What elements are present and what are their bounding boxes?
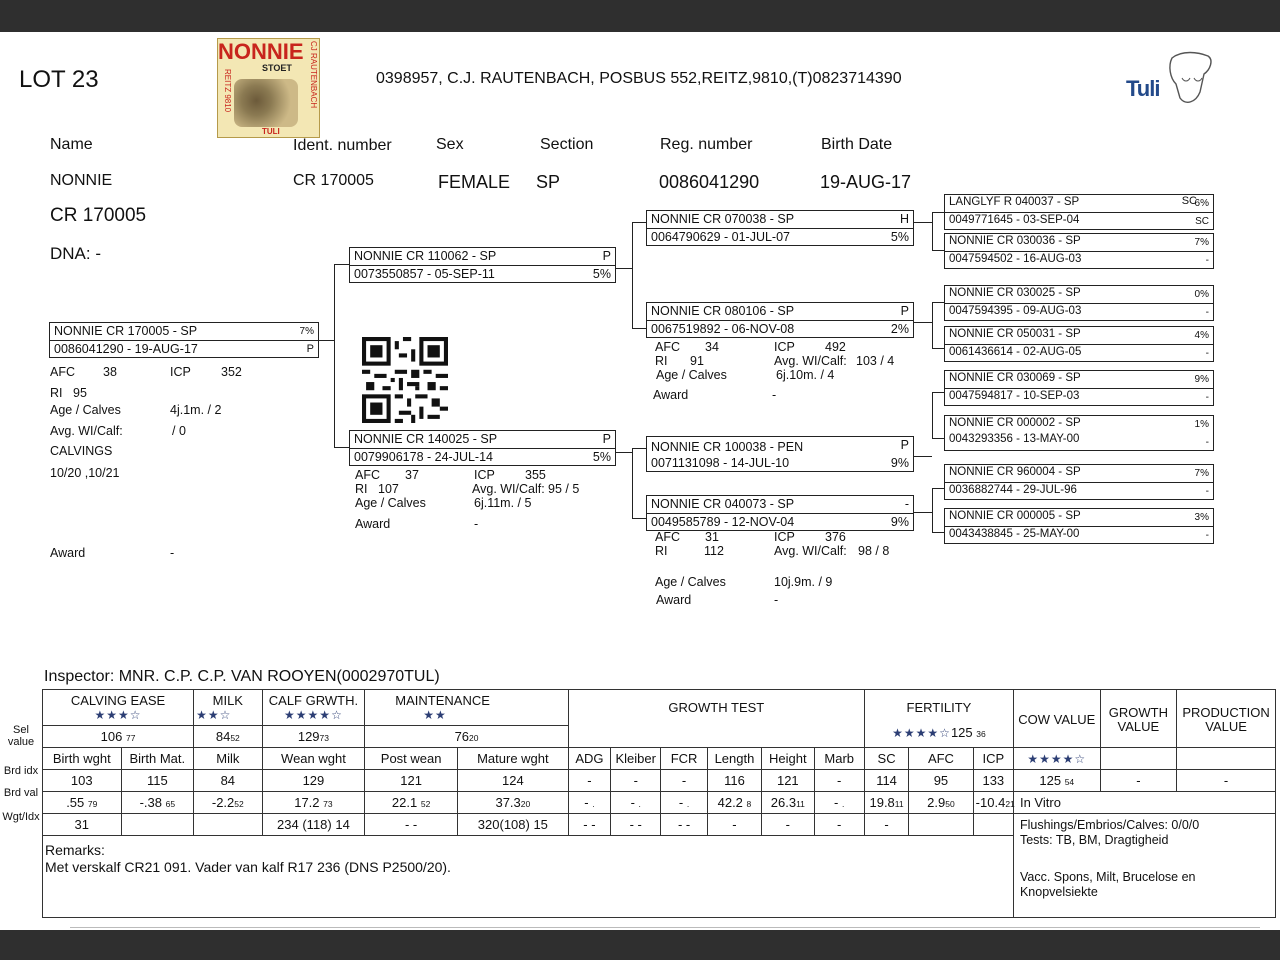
dna-status: DNA: - [50,244,101,263]
calf-stars-icon: ★★★★☆ [284,708,343,722]
inspector: Inspector: MNR. C.P. C.P. VAN ROOYEN(0002970TUL) [44,668,440,685]
lot-number: LOT 23 [19,66,99,93]
group-milk: MILK [212,693,243,708]
animal-name: NONNIE [50,172,113,189]
sire-box: NONNIE CR 110062 - SP P 0073550857 - 05-SEP-11 5% [349,247,616,283]
great-grandparent-box-7: NONNIE CR 960004 - SP 7% 0036882744 - 29-JUL-96 - [944,464,1214,500]
nonnie-stoet-logo: NONNIE STOET CJ RAUTENBACH REITZ 9810 TULI [218,39,318,136]
performance-table: CALVING EASE ★★★☆ MILK ★★☆ CALF GRWTH. ★★★★☆ MAINTENANCE ★★ GROWTH TEST FERTILITY ★★★★☆125 36 COW VALUE GROWTH VALUE PRODUCTION VALUE 106 77 8452 12973 7620 Birth wght Birth Mat. Milk Wean wght Post wean Mature wght ADG Kleiber FCR Length Height Marb SC AFC ICP ★★★★☆ 103 115 84 129 121 124 - - - 116 121 - 114 95 133 125 54 - - .55 79 -.38 65 -2.252 17.2 73 22.1 52 37.320 - . - . - . 42.2 8 26.311 - . 19.811 2.950 -10.421 In Vitro 31 234 (118) 14 - - 320(108) 15 - - - - - - - - - - Flushings/Embrios/Calves: 0/0/0 Tests: TB, BM, Dragtigheid Vacc. Spons, Milt, Brucelose en Knopvelsiekte Remarks: Met verskalf CR21 091. Vader van kalf R17 236 (DNS P2500/20). [42,689,1276,918]
group-maintenance: MAINTENANCE [395,693,490,708]
great-grandparent-box-3: NONNIE CR 030025 - SP 0% 0047594395 - 09-AUG-03 - [944,285,1214,321]
subject-animal-box: NONNIE CR 170005 - SP 7% 0086041290 - 19-AUG-17 P [49,322,319,358]
name-label: Name [50,136,93,153]
pedigree-page: LOT 23 NONNIE STOET CJ RAUTENBACH REITZ 9810 TULI 0398957, C.J. RAUTENBACH, POSBUS 552,REITZ,9810,(T)0823714390 Tuli Name Ident. number Sex Section Reg. number Birth Date NONNIE CR 170005 FEMALE SP 0086041290 19-AUG-17 CR 170005 DNA: - NONNIE CR 170005 - SP 7% 0086041290 - 19-AUG-17 P AFC 38 ICP 352 RI 95 Age / Calves 4j.1m. / 2 Avg. WI/Calf: / 0 CALVINGS 10/20 ,10/21 Award - NONNIE CR 110062 - SP P 0073550857 - 05-SEP-11 5% NONNIE CR 140025 - SP P 0079906178 - 24-JUL-14 5% AFC 37 ICP 355 RI 107 Avg. WI/Calf: 95 / 5 Age / Calves 6j.11m. / 5 Award - NONNIE CR 070038 - SP H 0064790629 - 01-JUL-07 5% NONNIE CR 080106 - SP P 0067519892 - 06-NOV-08 2% AFC 34 ICP 492 RI 91 Avg. WI/Calf: 103 / 4 Age / Calves 6j.10m. / 4 Award - NONNIE CR 100038 - PEN P 0071131098 - 14-JUL-10 9% NONNIE CR 040073 - SP - 0049585789 - 12-NOV-04 9% AFC 31 ICP 376 RI 112 Avg. WI/Calf: 98 / 8 Age / Calves 10j.9m. / 9 Award - LANGLYF R 040037 - SP SC 6% 0049771645 - 03-SEP-04 SC NONNIE CR 030036 - SP 7% 0047594502 - 16-AUG-03 - NONNIE CR 030025 - SP 0% 0047594395 - 09-AUG-03 - NONNIE CR 050031 - SP 4% 0061436614 - 02-AUG-05 - NONNIE CR 030069 - SP 9% 0047594817 - 10-SEP-03 - NONNIE CR 000002 - SP 1% 0043293356 - 13-MAY-00 - NONNIE CR 960004 - SP 7% 0036882744 - 29-JUL-96 - NONNIE CR 000005 - SP 3% 0043438845 - 25-MAY-00 - Inspector: MNR. C.P. C.P. VAN ROOYEN(0002970TUL) Sel value Brd idx Brd val Wgt/Idx CALVING EASE ★★★☆ MILK ★★☆ CALF GRWTH. ★★★★☆ MAINTENANCE ★★ GROWTH TEST FERTILITY ★★★★☆125 36 COW VALUE GROWTH VALUE PRODUCTION VALUE 106 77 8452 12973 7620 Birth wght Birth Mat. Milk Wean wght Post wean Mature wght ADG Kleiber FCR Length Height Marb SC AFC ICP ★★★★☆ 103 115 84 129 121 124 - - - 116 121 - 114 95 133 125 54 - - .55 79 -.38 65 -2.252 17.2 73 22.1 52 37.320 - . - . - . 42.2 8 26.311 - . 19.811 2.950 -10.421 In Vitro 31 234 (118) 14 - - 320(108) 15 - - - - - - - - - - Flushings/Embrios/Calves: 0/0/0 Tests: TB, BM, Dragtigheid Vacc. Spons, Milt, Brucelose en Knopvelsiekte Remarks: Met verskalf CR21 091. Vader van kalf R17 236 (DNS P2500/20). [0,32,1280,930]
group-growth-value: GROWTH VALUE [1100,690,1177,748]
remarks-text: Met verskalf CR21 091. Vader van kalf R17 236 (DNS P2500/20). [45,859,451,875]
animal-section: SP [536,172,561,192]
group-calf-growth: CALF GRWTH. [268,693,359,708]
row-label-brd-idx: Brd idx [3,765,39,777]
maintenance-stars-icon: ★★ [423,708,447,722]
fertility-stars-icon: ★★★★☆ [892,726,951,740]
sex-label: Sex [436,136,464,153]
great-grandparent-box-4: NONNIE CR 050031 - SP 4% 0061436614 - 02-AUG-05 - [944,326,1214,362]
reg-label: Reg. number [660,136,753,153]
birth-label: Birth Date [821,136,893,153]
milk-stars-icon: ★★☆ [196,708,232,722]
great-grandparent-box-5: NONNIE CR 030069 - SP 9% 0047594817 - 10-SEP-03 - [944,370,1214,406]
section-label: Section [540,136,594,153]
group-fertility: FERTILITY [906,700,972,715]
great-grandparent-box-8: NONNIE CR 000005 - SP 3% 0043438845 - 25-MAY-00 - [944,508,1214,544]
grandparent-box-3: NONNIE CR 100038 - PEN P 0071131098 - 14-JUL-10 9% [646,436,914,472]
row-label-brd-val: Brd val [3,787,39,799]
cow-value-stars-icon: ★★★★☆ [1027,752,1087,766]
grandparent-box-4: NONNIE CR 040073 - SP - 0049585789 - 12-NOV-04 9% [646,495,914,531]
group-calving-ease: CALVING EASE [70,693,166,708]
great-grandparent-box-6: NONNIE CR 000002 - SP 1% 0043293356 - 13-MAY-00 - [944,415,1214,451]
grandparent-box-1: NONNIE CR 070038 - SP H 0064790629 - 01-JUL-07 5% [646,210,914,246]
grandparent-box-2: NONNIE CR 080106 - SP P 0067519892 - 06-NOV-08 2% [646,302,914,338]
great-grandparent-box-1: LANGLYF R 040037 - SP SC 6% 0049771645 - 03-SEP-04 SC [944,194,1214,230]
row-label-sel: Sel value [7,724,35,748]
group-production-value: PRODUCTION VALUE [1177,690,1276,748]
animal-id-large: CR 170005 [50,205,147,226]
tuli-brand-logo: Tuli [1124,48,1216,114]
qr-code [362,337,448,423]
animal-sex: FEMALE [438,172,511,192]
animal-reg: 0086041290 [659,172,760,192]
animal-birth: 19-AUG-17 [820,172,912,192]
group-cow-value: COW VALUE [1018,712,1096,727]
row-label-wgt-idx: Wgt/Idx [2,811,40,823]
breeder-address: 0398957, C.J. RAUTENBACH, POSBUS 552,REITZ,9810,(T)0823714390 [376,70,902,87]
group-growth-test: GROWTH TEST [568,690,864,748]
remarks-label: Remarks: [45,842,105,858]
dam-box: NONNIE CR 140025 - SP P 0079906178 - 24-JUL-14 5% [349,430,616,466]
great-grandparent-box-2: NONNIE CR 030036 - SP 7% 0047594502 - 16-AUG-03 - [944,233,1214,269]
animal-ident: CR 170005 [293,172,374,189]
calving-stars-icon: ★★★☆ [94,708,142,722]
ident-label: Ident. number [293,137,392,154]
